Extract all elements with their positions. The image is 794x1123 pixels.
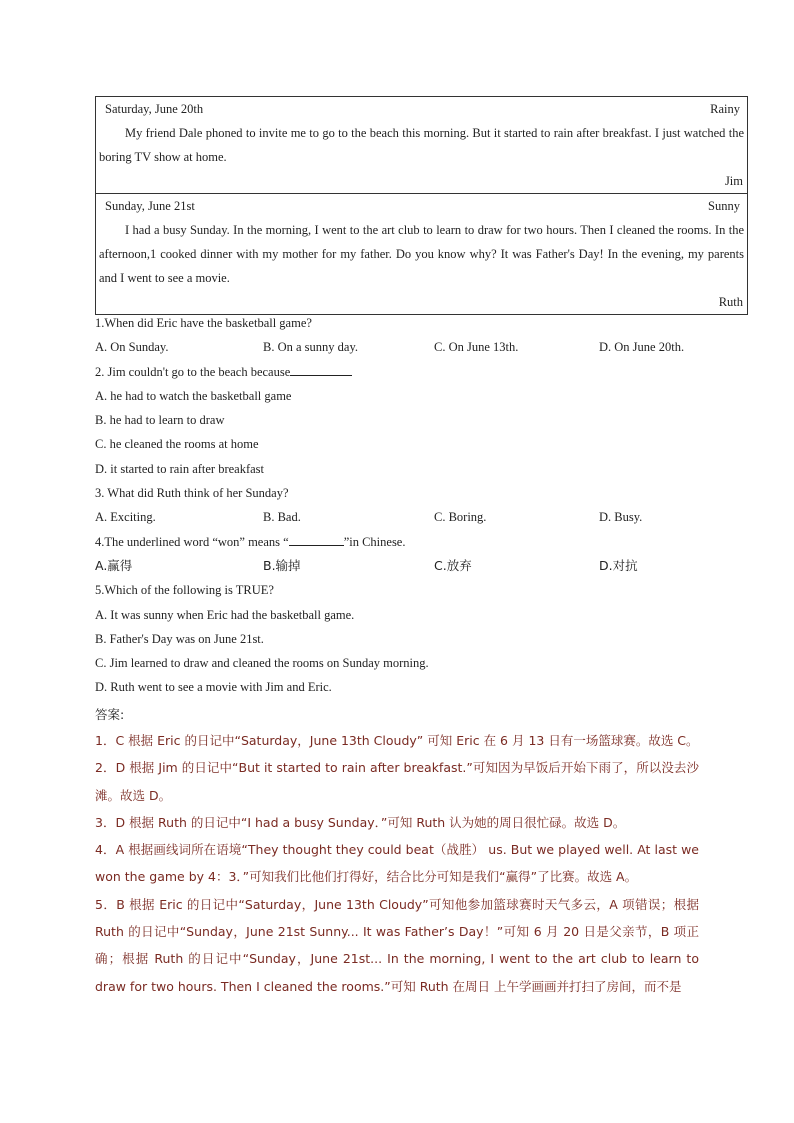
diary-entry-ruth (96, 194, 747, 314)
question-list (95, 311, 755, 700)
diary-date: Saturday, June 20th (105, 102, 204, 116)
option-c: C. Jim learned to draw and cleaned the rooms on Sunday morning. (95, 656, 429, 671)
diary-weather: Sunny (708, 199, 740, 213)
option-d: D.对抗 (599, 557, 638, 573)
option-c: C. On June 13th. (434, 340, 519, 355)
question-1: 1.When did Eric have the basketball game? (95, 316, 312, 330)
diary-entry-header (99, 97, 744, 121)
diary-entry-header (99, 194, 744, 218)
option-d: D. Busy. (599, 510, 643, 525)
answer-section (95, 703, 699, 1000)
answer-item: 4．A 根据画线词所在语境“They thought they could beat（战胜） us. But we played well. At last we won the game by 4：3．”可知我们比他们打得好，结合比分可知是我们“赢得”了比赛。故选 A。 (95, 842, 699, 885)
option-c: C. he cleaned the rooms at home (95, 437, 259, 452)
option-d: D. Ruth went to see a movie with Jim and Eric. (95, 680, 332, 695)
answer-blank (290, 362, 352, 376)
question-3: 3. What did Ruth think of her Sunday? (95, 486, 289, 501)
option-a: A. he had to watch the basketball game (95, 388, 292, 403)
question-2 (95, 360, 755, 384)
diary-text: I had a busy Sunday. In the morning, I went to the art club to learn to draw for two hours. Then I cleaned the rooms. In the afternoon,1 cooked dinner with my mother for my father. Do you know why? It was Father's Day! In the evening, my parents and I went to see a movie. (99, 223, 744, 285)
diary-text: My friend Dale phoned to invite me to go to the beach this morning. But it started to rain after breakfast. I just watched the boring TV show at home. (99, 126, 744, 164)
question-4 (95, 530, 755, 554)
diary-author: Jim (724, 174, 743, 188)
answer-item: 2．D 根据 Jim 的日记中“But it started to rain after breakfast.”可知因为早饭后开始下雨了，所以没去沙滩。故选 D。 (95, 760, 699, 803)
option-a: A. It was sunny when Eric had the basketball game. (95, 607, 355, 622)
question-1-options (95, 335, 755, 359)
question-5: 5.Which of the following is TRUE? (95, 583, 274, 598)
question-4-text-start: 4.The underlined word “won” means “ (95, 534, 289, 549)
option-d: D. On June 20th. (599, 340, 685, 355)
option-a: A. Exciting. (95, 510, 156, 525)
question-4-text-end: ”in Chinese. (343, 534, 406, 549)
answer-item: 1．C 根据 Eric 的日记中“Saturday，June 13th Cloudy” 可知 Eric 在 6 月 13 日有一场篮球赛。故选 C。 (95, 733, 699, 748)
answer-blank (289, 532, 344, 546)
answer-item: 5．B 根据 Eric 的日记中“Saturday，June 13th Cloudy”可知他参加篮球赛时天气多云，A 项错误；根据 Ruth 的日记中“Sunday，June 21st Sunny... It was Father’s Day！”可知 6 月 20 日是父亲节，B 项正确；根据 Ruth 的日记中“Sunday，June 21st... In the morning, I went to the art club to learn to draw for two hours. Then I cleaned the rooms.”可知 Ruth 在周日 上午学画画并打扫了房间，而不是 (95, 896, 699, 994)
answer-item: 3．D 根据 Ruth 的日记中“I had a busy Sunday．”可知 Ruth 认为她的周日很忙碌。故选 D。 (95, 814, 626, 830)
option-b: B. On a sunny day. (263, 340, 359, 355)
diary-weather: Rainy (710, 102, 740, 116)
diary-date: Sunday, June 21st (105, 199, 195, 213)
option-b: B. he had to learn to draw (95, 413, 225, 428)
option-c: C.放弃 (434, 557, 472, 573)
question-2-text: 2. Jim couldn't go to the beach because (95, 364, 291, 379)
option-d: D. it started to rain after breakfast (95, 461, 265, 476)
option-b: B. Bad. (263, 510, 301, 525)
answer-heading: 答案: (95, 707, 125, 722)
option-a: A.赢得 (95, 557, 133, 573)
option-a: A. On Sunday. (95, 340, 169, 355)
option-b: B.输掉 (263, 557, 301, 573)
option-b: B. Father's Day was on June 21st. (95, 631, 264, 646)
diary-entry-jim (96, 97, 747, 194)
diary-author: Ruth (718, 295, 743, 309)
option-c: C. Boring. (434, 510, 487, 525)
question-3-options (95, 505, 755, 529)
diary-table (95, 96, 748, 315)
question-4-options (95, 554, 755, 578)
